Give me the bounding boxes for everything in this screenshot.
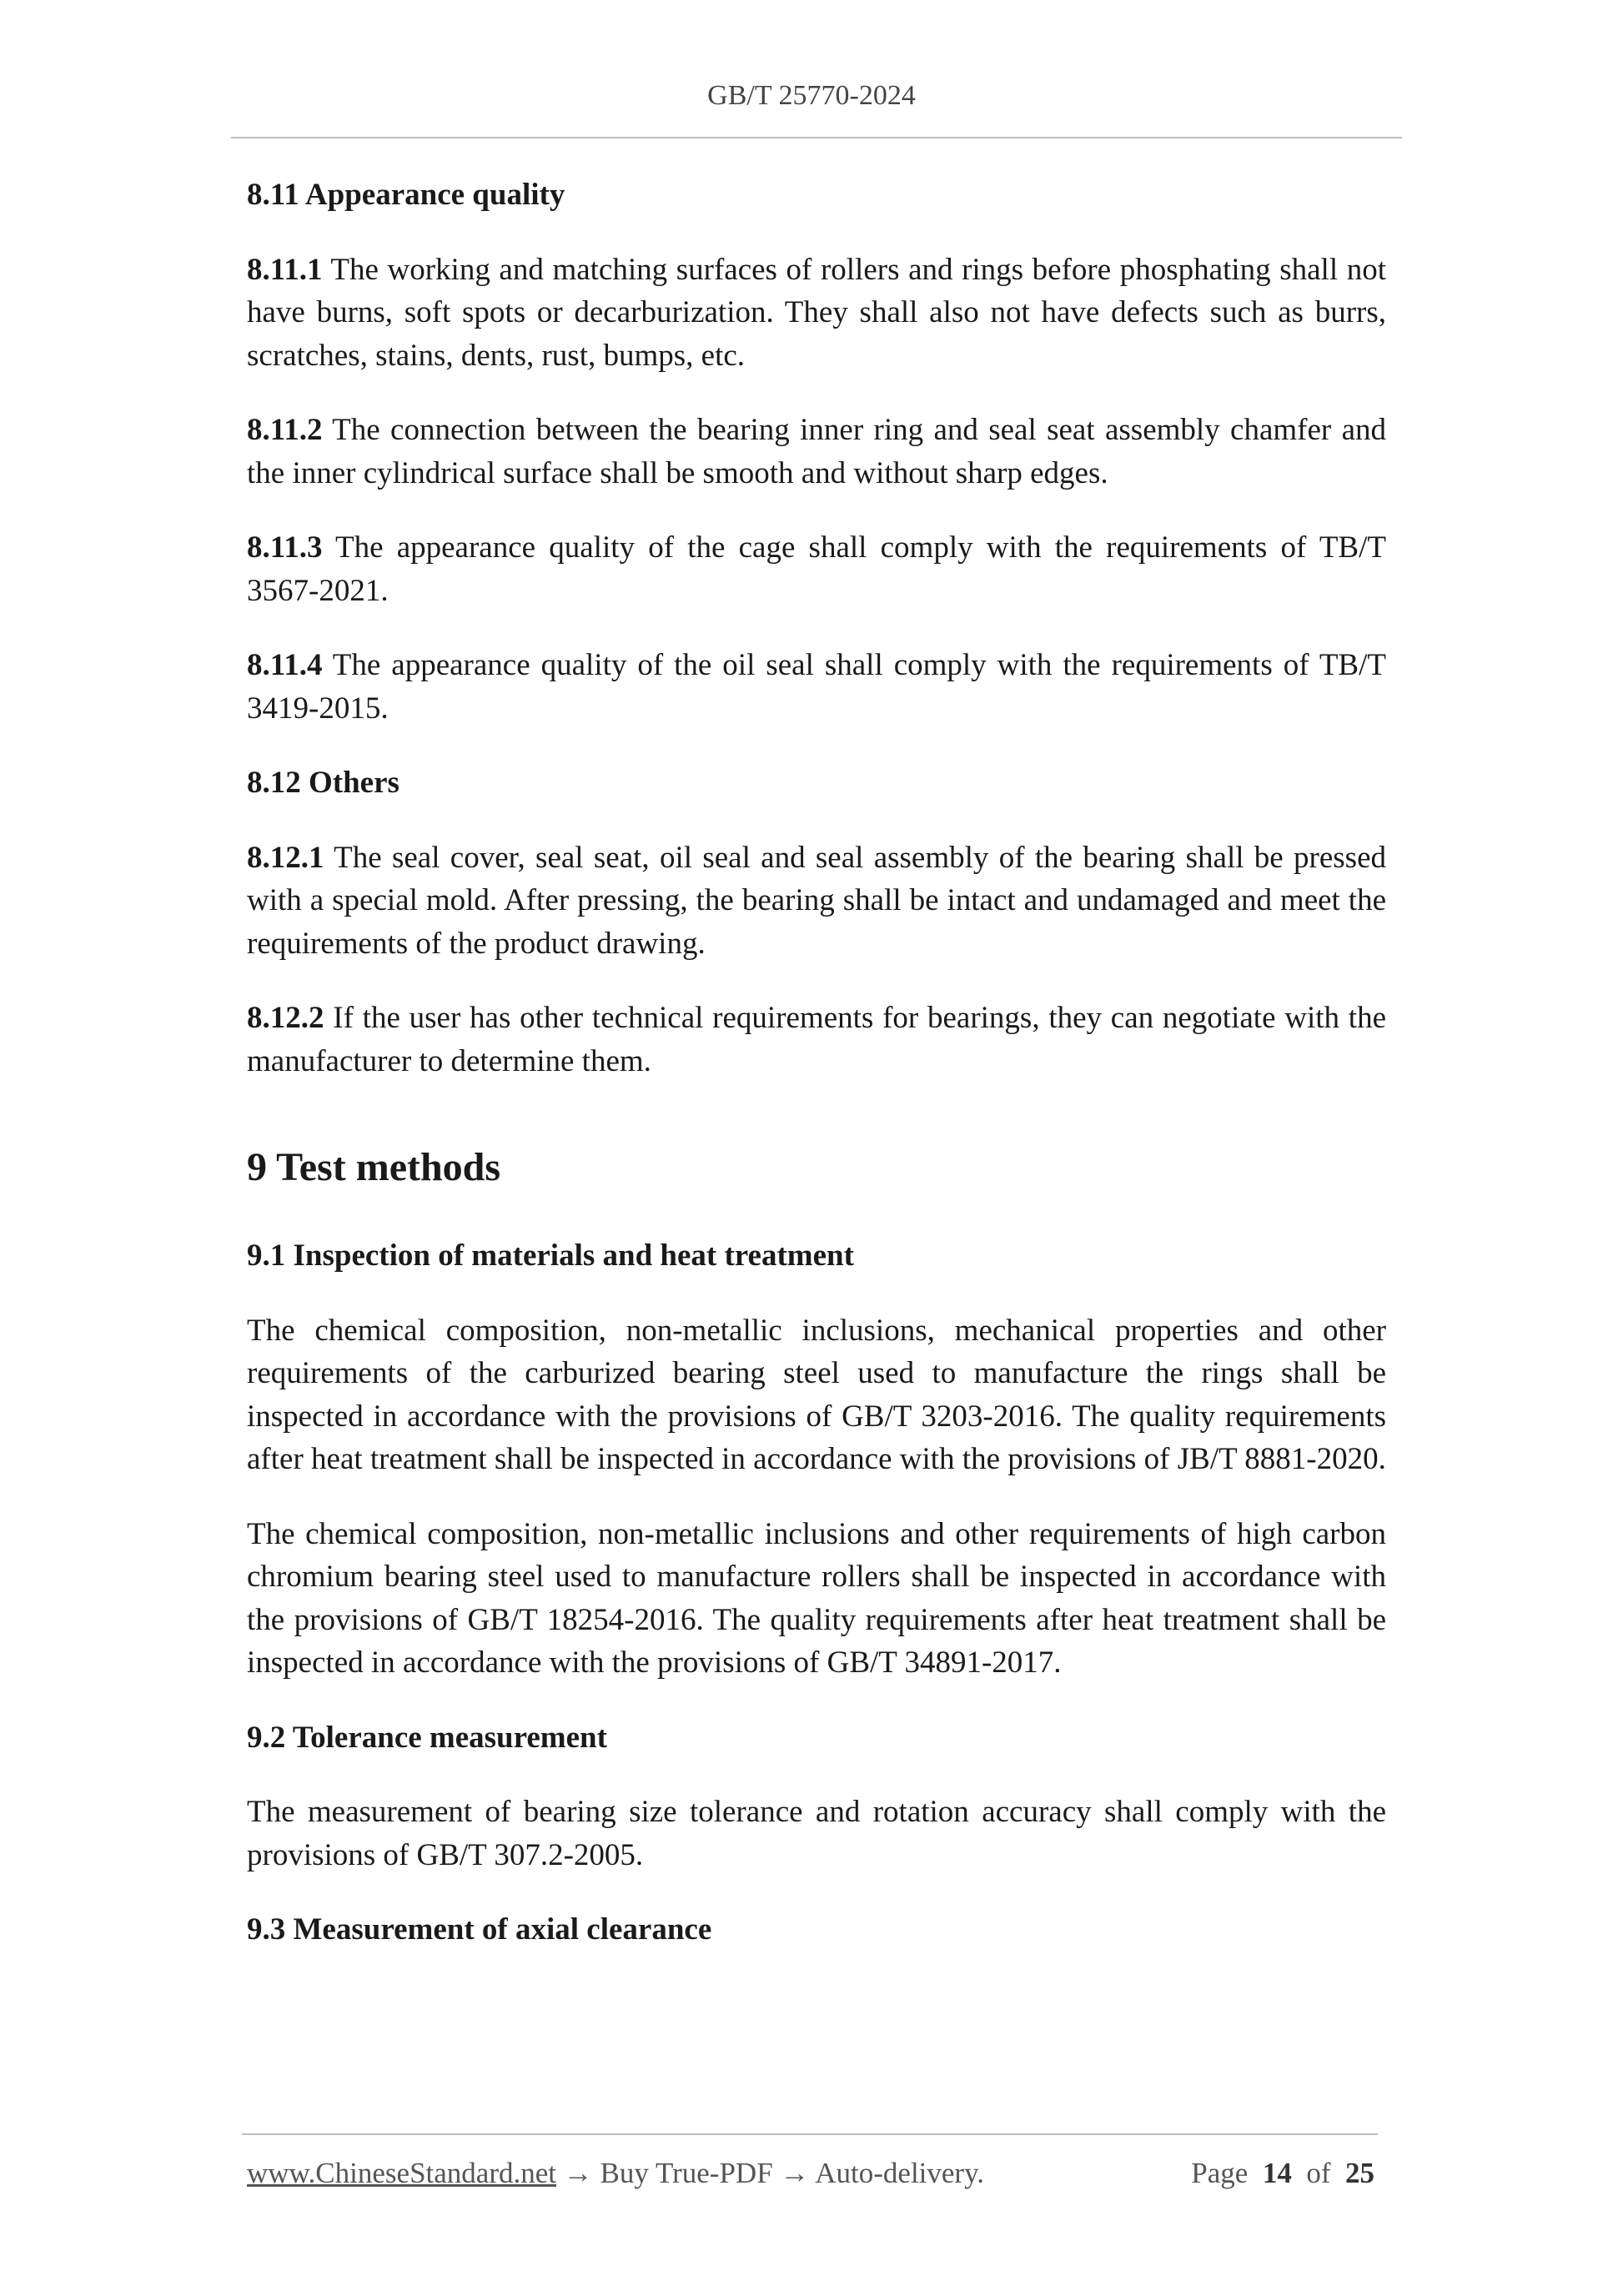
delivery-text: Auto-delivery.	[815, 2157, 985, 2189]
clause-number: 8.12.2	[247, 1001, 324, 1035]
paragraph-9-2: The measurement of bearing size tolerance and rotation accuracy shall comply with the provisions of GB/T 307.2-2005.	[247, 1795, 1386, 1872]
clause-text: If the user has other technical requirements for bearings, they can negotiate with the manufacturer to determine them.	[247, 1001, 1386, 1078]
heading-8-12: 8.12 Others	[247, 766, 399, 800]
paragraph-8-11-2	[247, 409, 1386, 495]
of-label: of	[1306, 2157, 1331, 2189]
site-link[interactable]: www.ChineseStandard.net	[247, 2157, 556, 2189]
paragraph-8-12-2	[247, 997, 1386, 1083]
arrow-right-icon: →	[563, 2157, 593, 2189]
arrow-right-icon: →	[780, 2157, 810, 2189]
clause-number: 8.11.2	[247, 413, 323, 447]
clause-text: The appearance quality of the oil seal shall comply with the requirements of TB/T 3419-2015.	[247, 648, 1386, 726]
heading-9: 9 Test methods	[247, 1145, 501, 1189]
heading-9-2: 9.2 Tolerance measurement	[247, 1720, 607, 1755]
buy-text: Buy True-PDF	[600, 2157, 773, 2189]
paragraph-9-1-b: The chemical composition, non-metallic inclusions and other requirements of high carbon chromium bearing steel used to manufacture rollers shall be inspected in accordance with the provisions of GB/T 18254-2016. The quality requirements after heat treatment shall be inspected in accordance with the provisions of GB/T 34891-2017.	[247, 1516, 1386, 1680]
page-total: 25	[1345, 2157, 1374, 2189]
clause-text: The seal cover, seal seat, oil seal and seal assembly of the bearing shall be pressed with a special mold. After pressing, the bearing shall be intact and undamaged and meet the requirements of the product drawing.	[247, 840, 1386, 961]
page-indicator	[1191, 2157, 1374, 2190]
document-body	[247, 173, 1386, 1983]
heading-9-3: 9.3 Measurement of axial clearance	[247, 1912, 712, 1947]
clause-number: 8.11.1	[247, 252, 323, 287]
page-label: Page	[1191, 2157, 1249, 2189]
clause-number: 8.12.1	[247, 840, 324, 875]
clause-number: 8.11.3	[247, 530, 323, 565]
paragraph-8-12-1	[247, 837, 1386, 966]
paragraph-9-1-a: The chemical composition, non-metallic inclusions, mechanical properties and other requirements of the carburized bearing steel used to manufacture the rings shall be inspected in accordance with the provisions of GB/T 3203-2016. The quality requirements after heat treatment shall be inspected in accordance with the provisions of JB/T 8881-2020.	[247, 1313, 1386, 1476]
clause-text: The appearance quality of the cage shall comply with the requirements of TB/T 3567-2021.	[247, 530, 1386, 608]
paragraph-8-11-1	[247, 249, 1386, 378]
footer-divider	[242, 2133, 1378, 2135]
heading-8-11: 8.11 Appearance quality	[247, 178, 565, 212]
page-footer	[247, 2157, 1374, 2190]
clause-text: The connection between the bearing inner ring and seal seat assembly chamfer and the inner cylindrical surface shall be smooth and without sharp edges.	[247, 413, 1386, 490]
paragraph-8-11-3	[247, 526, 1386, 612]
header-divider	[231, 137, 1402, 138]
clause-number: 8.11.4	[247, 648, 323, 682]
paragraph-8-11-4	[247, 644, 1386, 730]
clause-text: The working and matching surfaces of rollers and rings before phosphating shall not have burns, soft spots or decarburization. They shall also not have defects such as burrs, scratches, stains, dents, rust, bumps, etc.	[247, 252, 1386, 373]
heading-9-1: 9.1 Inspection of materials and heat treatment	[247, 1238, 854, 1273]
page-header: GB/T 25770-2024	[707, 80, 916, 111]
page-number: 14	[1262, 2157, 1292, 2189]
